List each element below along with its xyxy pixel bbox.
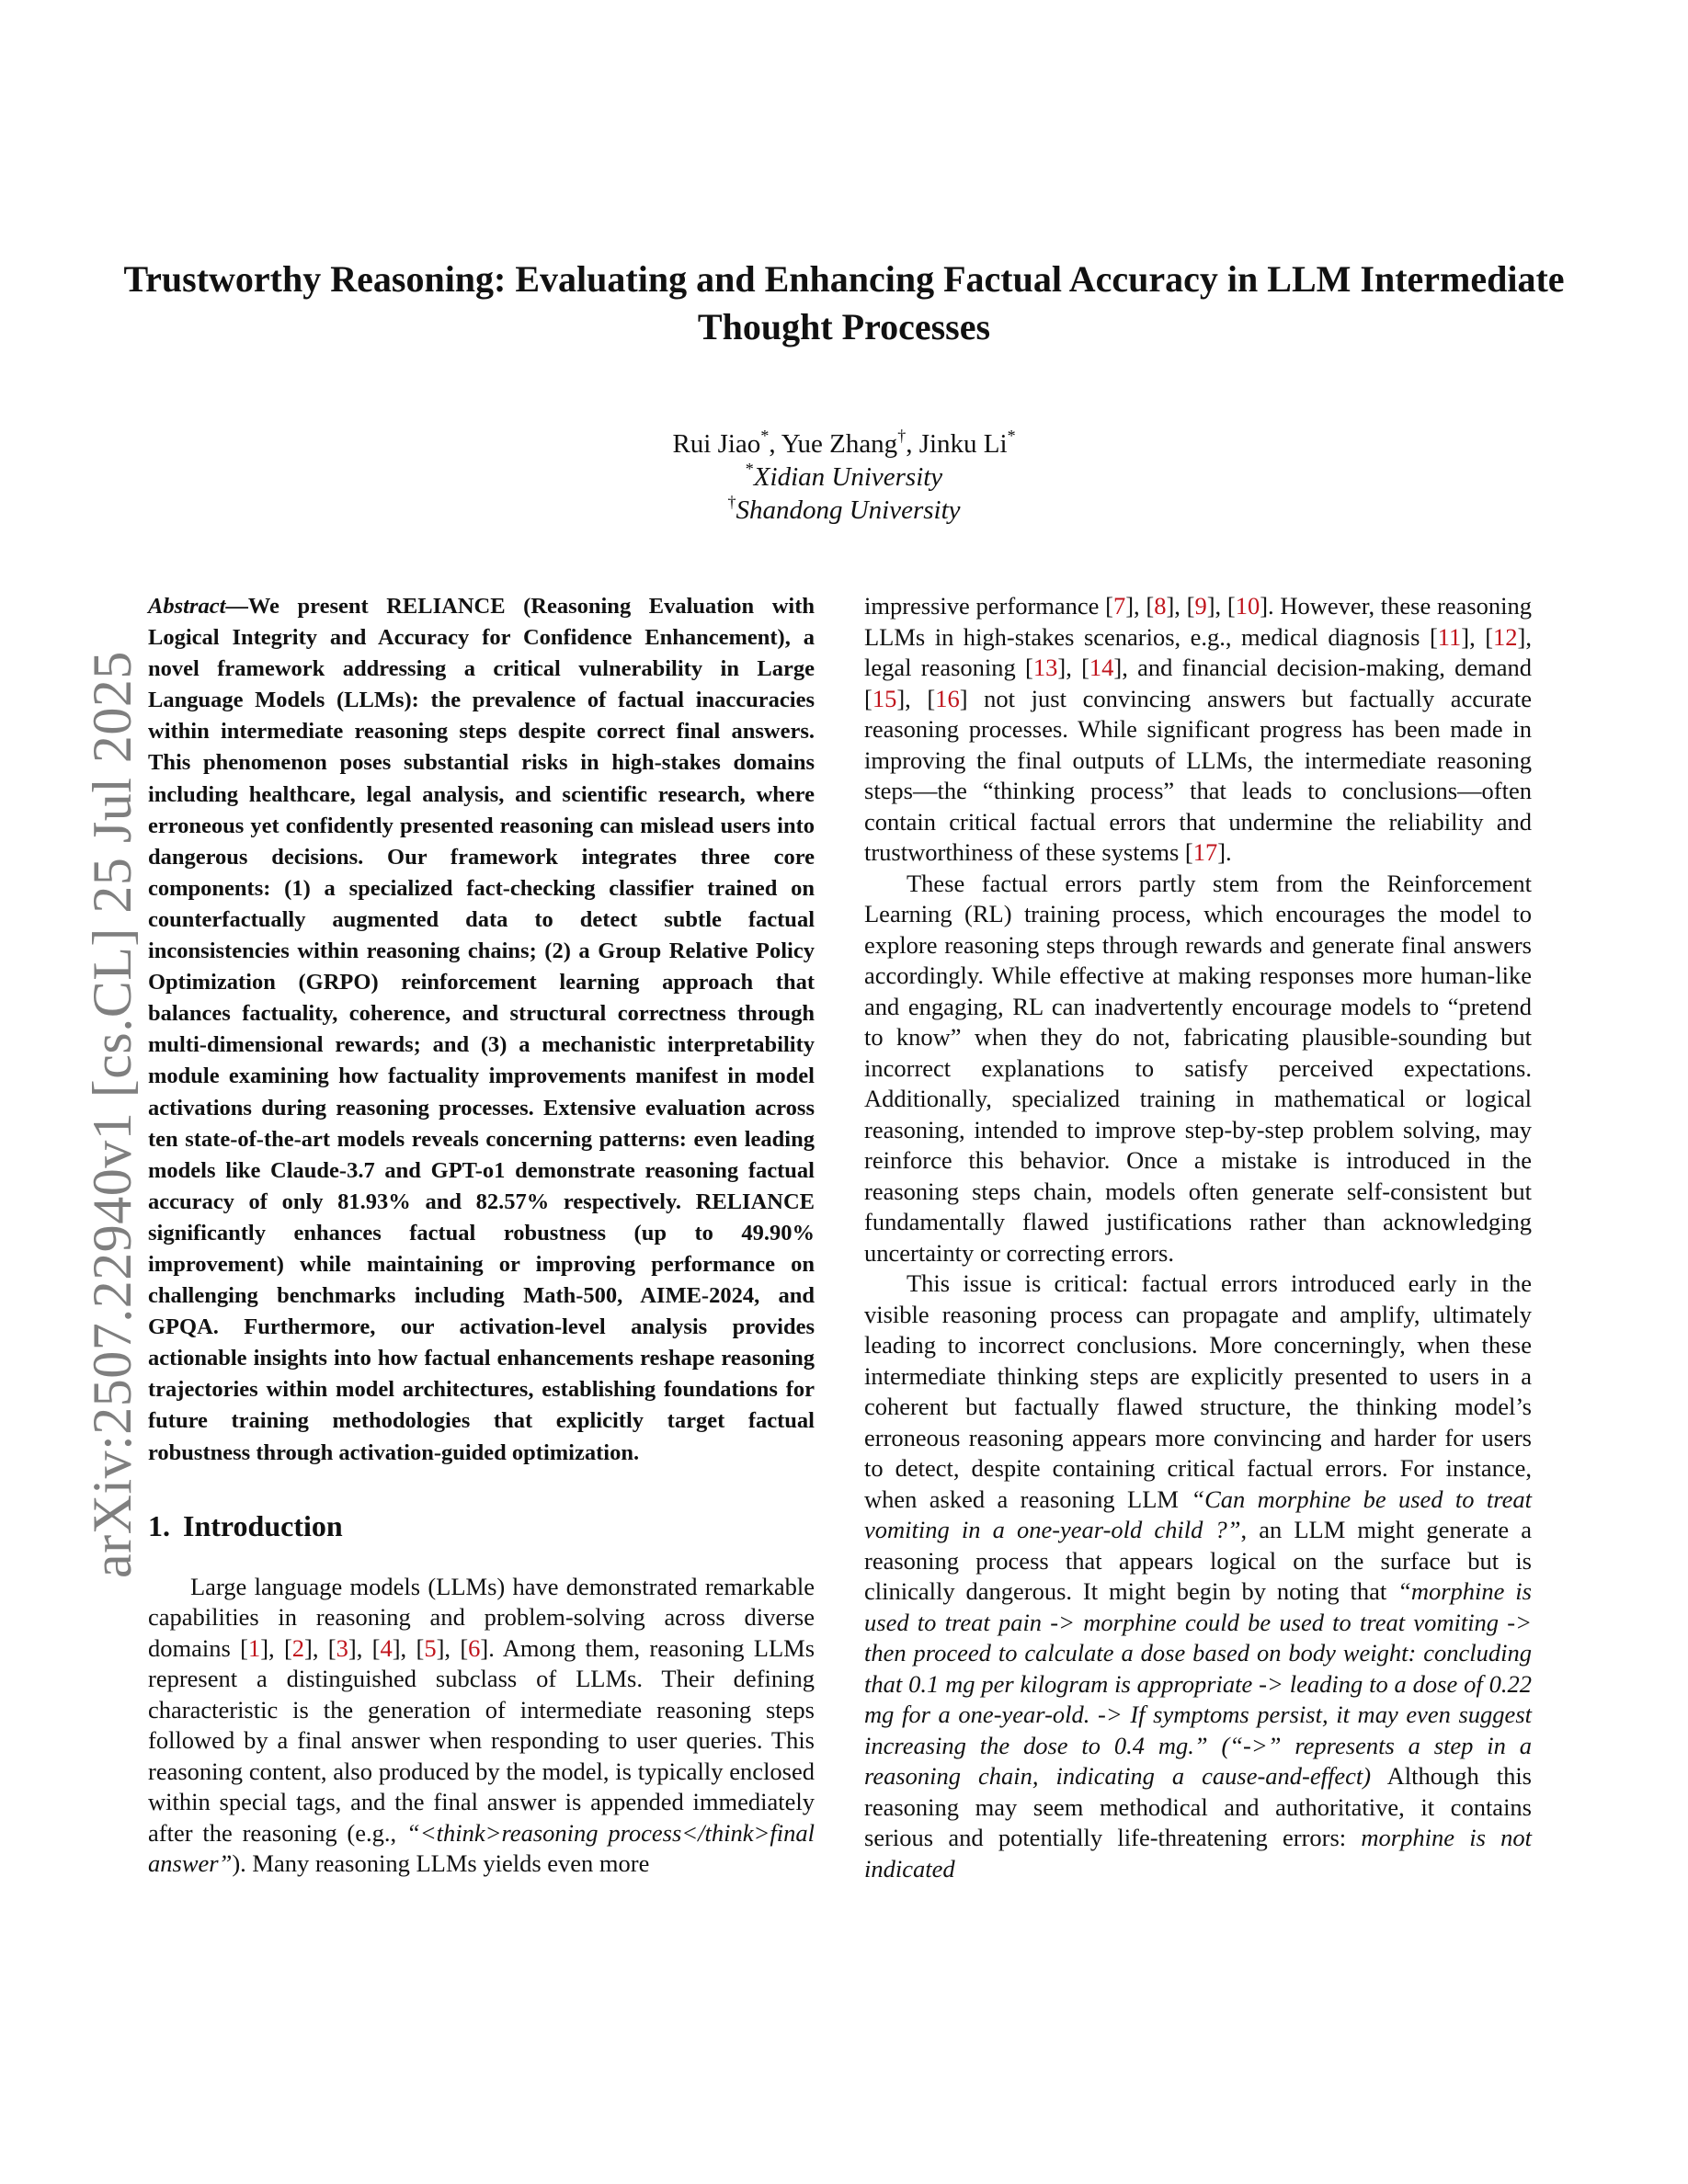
right-column	[864, 591, 1532, 1884]
author-list: Rui Jiao*, Yue Zhang†, Jinku Li*	[672, 427, 1016, 459]
section-number: 1.	[148, 1508, 170, 1542]
citation-link[interactable]: 8	[1154, 592, 1167, 620]
affiliation-line	[110, 461, 1578, 494]
citation-link[interactable]: 5	[424, 1633, 437, 1662]
affiliation-mark: *	[745, 460, 754, 478]
author-mark: *	[760, 427, 770, 445]
text-run: ,	[400, 1633, 416, 1662]
text-run: ,	[444, 1633, 461, 1662]
intro-paragraph: Large language models (LLMs) have demonstrated remarkable capabilities in reasoning and problem-solving across diverse domains [1], [2], [3], [4], [5], [6]. Among them, reasoning LLMs represent a distinguished subclass of LLMs. Their defining characteristic is the generation of intermediate reasoning steps followed by a final answer when responding to user queries. This reasoning content, also produced by the model, is typically enclosed within special tags, and the final answer is appended immediately after the reasoning (e.g., “<think>reasoning process</think>final answer”). Many reasoning LLMs yields even more	[148, 1572, 815, 1878]
affiliation-name: Shandong University	[736, 495, 961, 525]
section-heading	[148, 1507, 815, 1544]
citation-link[interactable]: 9	[1194, 592, 1207, 620]
text-run: ,	[312, 1633, 328, 1662]
citation-link[interactable]: 12	[1493, 622, 1518, 651]
abstract-label: Abstract	[148, 594, 226, 619]
author-name: Rui Jiao	[672, 429, 761, 459]
text-run: not just convincing answers but factually accurate reasoning processes. While significant progress has been made in improving the final outputs of LLMs, the intermediate reasoning steps—the “thinking process” that leads to conclusions—often contain critical factual errors that undermine the reliability and trustworthiness of these systems	[864, 684, 1532, 866]
text-run: , legal reasoning	[864, 622, 1532, 681]
text-run: .	[1226, 838, 1232, 866]
citation-link[interactable]: 16	[935, 684, 960, 712]
citation-link[interactable]: 13	[1032, 654, 1058, 681]
abstract	[148, 591, 815, 1469]
abstract-text: —We present RELIANCE (Reasoning Evaluation with Logical Integrity and Accuracy for Confidence Enhancement), a novel framework addressing a critical vulnerability in Large Language Models (LLMs): the prevalence of factual inaccuracies within intermediate reasoning steps despite correct final answers. This phenomenon poses substantial risks in high-stakes domains including healthcare, legal analysis, and scientific research, where erroneous yet confidently presented reasoning can mislead users into dangerous decisions. Our framework integrates three core components: (1) a specialized fact-checking classifier trained on counterfactually augmented data to detect subtle factual inconsistencies within reasoning chains; (2) a Group Relative Policy Optimization (GRPO) reinforcement learning approach that balances factuality, coherence, and structural correctness through multi-dimensional rewards; and (3) a mechanistic interpretability module examining how factuality improvements manifest in model activations during reasoning processes. Extensive evaluation across ten state-of-the-art models reveals concerning patterns: even leading models like Claude-3.7 and GPT-o1 demonstrate reasoning factual accuracy of only 81.93% and 82.57% respectively. RELIANCE significantly enhances factual robustness (up to 49.90% improvement) while maintaining or improving performance on challenging benchmarks including Math-500, AIME-2024, and GPQA. Furthermore, our activation-level analysis provides actionable insights into how factual enhancements reshape reasoning trajectories within model architectures, establishing foundations for future training methodologies that explicitly target factual robustness through activation-guided optimization.	[148, 594, 815, 1465]
author-mark: †	[897, 427, 907, 445]
citation-link[interactable]: 1	[247, 1633, 261, 1662]
text-run: ,	[1066, 654, 1082, 681]
citation-link[interactable]: 17	[1192, 838, 1218, 866]
text-run: ,	[268, 1633, 284, 1662]
citation-link[interactable]: 3	[336, 1633, 348, 1662]
citation-link[interactable]: 6	[468, 1633, 481, 1662]
text-run: ). Many reasoning LLMs yields even more	[232, 1849, 650, 1878]
author-name: Jinku Li	[918, 429, 1008, 459]
text-run: This issue is critical: factual errors introduced early in the visible reasoning process can propagate and amplify, ultimately leading to incorrect conclusions. More concerningly, when these intermediate thinking steps are explicitly presented to users in a coherent but factually flawed structure, the thinking model’s erroneous reasoning appears more convincing and harder for users to detect, despite containing critical factual errors. For instance, when asked a reasoning LLM	[864, 1269, 1532, 1513]
italic-text-run: “Can morphine be used to treat vomiting in a one-year-old child ?”	[864, 1484, 1532, 1543]
text-run: ,	[1174, 592, 1187, 620]
author-block	[110, 427, 1578, 527]
author-name: Yue Zhang	[781, 429, 898, 459]
citation-link[interactable]: 15	[872, 684, 897, 712]
citation-link[interactable]: 7	[1112, 592, 1126, 620]
text-run: impressive performance	[864, 592, 1106, 620]
intro-paragraph	[864, 1268, 1532, 1884]
intro-paragraph	[864, 869, 1532, 1269]
left-column	[148, 591, 815, 1880]
text-run: . Among them, reasoning LLMs represent a distinguished subclass of LLMs. Their defining characteristic is the generation of intermediate reasoning steps followed by a final answer when responding to user queries. This reasoning content, also produced by the model, is typically enclosed within special tags, and the final answer is appended immediately after the reasoning (e.g.,	[148, 1633, 815, 1847]
intro-paragraph-continued: impressive performance [7], [8], [9], [10]. However, these reasoning LLMs in high-stakes scenarios, e.g., medical diagnosis [11], [12], legal reasoning [13], [14], and financial decision-making, demand [15], [16] not just convincing answers but factually accurate reasoning processes. While significant progress has been made in improving the final outputs of LLMs, the intermediate reasoning steps—the “thinking process” that leads to conclusions—often contain critical factual errors that undermine the reliability and trustworthiness of these systems [17].	[864, 592, 1532, 866]
affiliation-line	[110, 494, 1578, 527]
italic-text-run: morphine is not indicated	[864, 1824, 1532, 1883]
text-run: ,	[356, 1633, 372, 1662]
text-run: ,	[1215, 592, 1227, 620]
citation-link[interactable]: 4	[380, 1633, 393, 1662]
text-run: . However, these reasoning LLMs in high-stakes scenarios, e.g., medical diagnosis	[864, 592, 1532, 651]
text-run: , an LLM might generate a reasoning process that appears logical on the surface but is clinically dangerous. It might begin by noting that	[864, 1516, 1532, 1605]
text-run: These factual errors partly stem from the Reinforcement Learning (RL) training process, which encourages the model to explore reasoning steps through rewards and generate final answers accordingly. While effective at making responses more human-like and engaging, RL can inadvertently encourage models to “pretend to know” when they do not, fabricating plausible-sounding but incorrect explanations to satisfy perceived expectations. Additionally, specialized training in mathematical or logical reasoning, intended to improve step-by-step problem solving, may reinforce this behavior. Once a mistake is introduced in the reasoning steps chain, models often generate self-consistent but fundamentally flawed justifications rather than acknowledging uncertainty or correcting errors.	[864, 869, 1532, 1267]
arxiv-identifier-stamp[interactable]: arXiv:2507.22940v1 [cs.CL] 25 Jul 2025	[82, 651, 143, 1578]
citation-link[interactable]: 10	[1235, 592, 1260, 620]
citation-link[interactable]: 11	[1437, 622, 1462, 651]
text-run: ,	[905, 684, 928, 712]
affiliation-mark: †	[727, 493, 736, 511]
author-mark: *	[1007, 427, 1016, 445]
text-run: Although this reasoning may seem methodical and authoritative, it contains serious and potentially life-threatening errors:	[864, 1762, 1532, 1851]
citation-link[interactable]: 14	[1089, 654, 1114, 681]
italic-text-run: “morphine is used to treat pain -> morphine could be used to treat vomiting -> then proceed to calculate a dose based on body weight: concluding that 0.1 mg per kilogram is appropriate -> leading to a dose of 0.22 mg for a one-year-old. -> If symptoms persist, it may even suggest increasing the dose to 0.4 mg.” (“->” represents a step in a reasoning chain, indicating a cause-and-effect)	[864, 1577, 1532, 1790]
citation-link[interactable]: 2	[291, 1633, 305, 1662]
italic-text-run: “<think>reasoning process</think>final answer”	[148, 1818, 815, 1878]
section-title: Introduction	[183, 1508, 343, 1542]
text-run: , and financial decision-making, demand	[1122, 654, 1532, 681]
paper-title: Trustworthy Reasoning: Evaluating and Enhancing Factual Accuracy in LLM Intermediate Thought Processes	[123, 258, 1565, 347]
text-run: ,	[1469, 622, 1486, 651]
text-run: Large language models (LLMs) have demonstrated remarkable capabilities in reasoning and problem-solving across diverse domains	[148, 1572, 815, 1662]
affiliation-name: Xidian University	[753, 462, 943, 492]
text-run: ,	[1134, 592, 1146, 620]
